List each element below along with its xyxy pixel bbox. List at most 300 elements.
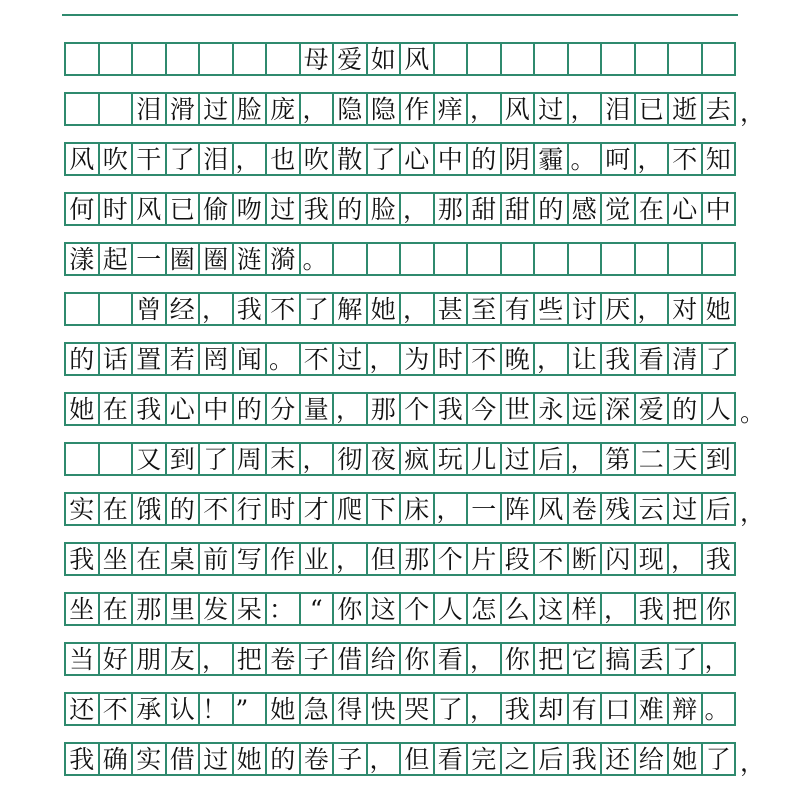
grid-cell: 在 [99, 594, 133, 624]
grid-cell: 卷 [568, 494, 602, 524]
grid-cell: 偷 [199, 194, 233, 224]
grid-cell [668, 44, 702, 74]
text-line [64, 592, 736, 626]
grid-cell: 若 [166, 344, 200, 374]
grid-cell: 不 [668, 144, 702, 174]
grid-cell: 末 [266, 444, 300, 474]
grid-cell: 彻 [333, 444, 367, 474]
grid-cell: 把 [233, 644, 267, 674]
grid-cell: 这 [534, 594, 568, 624]
grid-cell: 了 [166, 144, 200, 174]
grid-cell: 你 [333, 594, 367, 624]
grid-cell [99, 94, 133, 124]
grid-cell: 我 [65, 744, 99, 774]
grid-cell: 知 [702, 144, 736, 174]
grid-cell: 口 [601, 694, 635, 724]
grid-cell: 过 [333, 344, 367, 374]
grid-cell: ， [467, 94, 501, 124]
grid-cell: 到 [702, 444, 736, 474]
grid-cell: 看 [434, 744, 468, 774]
grid-cell: 的 [266, 744, 300, 774]
grid-cell: 桌 [166, 544, 200, 574]
grid-cell: 有 [501, 294, 535, 324]
grid-cell: 那 [434, 194, 468, 224]
grid-cell: 子 [333, 744, 367, 774]
grid-cell: 二 [635, 444, 669, 474]
grid-cell: 爬 [333, 494, 367, 524]
text-line [64, 292, 736, 326]
grid-cell: 我 [300, 194, 334, 224]
grid-cell [99, 44, 133, 74]
grid-cell: 后 [534, 744, 568, 774]
grid-cell: 你 [400, 644, 434, 674]
grid-cell: ， [300, 94, 334, 124]
grid-cell: 解 [333, 294, 367, 324]
grid-cell: 的 [467, 144, 501, 174]
grid-cell: 过 [199, 744, 233, 774]
grid-cell: 吻 [233, 194, 267, 224]
grid-cell [635, 244, 669, 274]
grid-cell: 今 [467, 394, 501, 424]
grid-cell [65, 294, 99, 324]
grid-cell: 里 [166, 594, 200, 624]
grid-cell: 坐 [65, 594, 99, 624]
grid-cell: 风 [534, 494, 568, 524]
grid-cell: ， [333, 394, 367, 424]
grid-cell: 云 [635, 494, 669, 524]
grid-cell: 漪 [266, 244, 300, 274]
grid-cell: 不 [199, 494, 233, 524]
grid-cell: 后 [534, 444, 568, 474]
grid-cell: 在 [635, 194, 669, 224]
grid-cell: 的 [534, 194, 568, 224]
grid-cell: 了 [702, 344, 736, 374]
grid-cell: 讨 [568, 294, 602, 324]
grid-cell: 认 [166, 694, 200, 724]
grid-cell: 饿 [132, 494, 166, 524]
grid-cell: 现 [635, 544, 669, 574]
grid-cell: ， [568, 444, 602, 474]
grid-cell: 也 [266, 144, 300, 174]
grid-cell [467, 244, 501, 274]
grid-cell: 下 [367, 494, 401, 524]
grid-cell: 我 [635, 594, 669, 624]
grid-cell: 她 [367, 294, 401, 324]
grid-cell: 中 [702, 194, 736, 224]
grid-cell: 散 [333, 144, 367, 174]
grid-cell [635, 44, 669, 74]
grid-cell: 呆 [233, 594, 267, 624]
grid-cell: 人 [434, 594, 468, 624]
grid-cell: 永 [534, 394, 568, 424]
grid-cell: 作 [400, 94, 434, 124]
grid-cell [568, 44, 602, 74]
grid-cell: 起 [99, 244, 133, 274]
grid-cell [99, 444, 133, 474]
grid-cell [65, 44, 99, 74]
grid-cell [434, 44, 468, 74]
grid-cell: 了 [300, 294, 334, 324]
grid-cell: 她 [65, 394, 99, 424]
text-line [64, 742, 736, 776]
grid-cell: 不 [266, 294, 300, 324]
grid-cell: 怎 [467, 594, 501, 624]
grid-cell [65, 444, 99, 474]
overflow-punctuation: 。 [740, 398, 766, 427]
grid-cell: 友 [166, 644, 200, 674]
grid-cell: 周 [233, 444, 267, 474]
grid-cell: 过 [199, 94, 233, 124]
text-line [64, 192, 736, 226]
grid-cell: 一 [132, 244, 166, 274]
grid-cell: ， [467, 694, 501, 724]
overflow-punctuation: ， [740, 98, 766, 127]
grid-cell: 罔 [199, 344, 233, 374]
grid-cell [434, 244, 468, 274]
grid-cell: 爱 [635, 394, 669, 424]
text-line [64, 542, 736, 576]
grid-cell: ， [668, 544, 702, 574]
grid-cell: 感 [568, 194, 602, 224]
grid-cell: 干 [132, 144, 166, 174]
grid-cell: 你 [501, 644, 535, 674]
grid-cell: 甜 [501, 194, 535, 224]
text-line [64, 392, 736, 426]
grid-cell: 了 [702, 744, 736, 774]
grid-cell: 发 [199, 594, 233, 624]
grid-cell: ， [233, 144, 267, 174]
grid-cell: 甜 [467, 194, 501, 224]
grid-cell: 中 [199, 394, 233, 424]
grid-cell: 我 [132, 394, 166, 424]
top-rule [62, 14, 738, 16]
grid-cell: 至 [467, 294, 501, 324]
grid-cell [132, 44, 166, 74]
grid-cell: 你 [702, 594, 736, 624]
grid-cell: 实 [65, 494, 99, 524]
grid-cell: 得 [333, 694, 367, 724]
grid-cell: 心 [400, 144, 434, 174]
grid-cell: 漾 [65, 244, 99, 274]
grid-cell: 她 [668, 744, 702, 774]
grid-cell: 过 [534, 94, 568, 124]
grid-cell: 把 [668, 594, 702, 624]
grid-cell: 在 [99, 394, 133, 424]
grid-cell: 看 [635, 344, 669, 374]
grid-cell: 吹 [300, 144, 334, 174]
grid-cell: 何 [65, 194, 99, 224]
grid-cell: 了 [434, 694, 468, 724]
grid-cell: 庞 [266, 94, 300, 124]
grid-cell [233, 44, 267, 74]
grid-cell: 吹 [99, 144, 133, 174]
grid-cell: 这 [367, 594, 401, 624]
grid-cell [601, 244, 635, 274]
grid-cell: 借 [333, 644, 367, 674]
grid-cell: 床 [400, 494, 434, 524]
grid-cell: 借 [166, 744, 200, 774]
grid-cell: ， [601, 594, 635, 624]
grid-cell: “ [300, 594, 334, 624]
grid-cell: ， [367, 744, 401, 774]
grid-cell: 的 [65, 344, 99, 374]
grid-cell: 一 [467, 494, 501, 524]
grid-cell: 儿 [467, 444, 501, 474]
grid-cell [501, 244, 535, 274]
grid-cell [199, 44, 233, 74]
grid-cell [601, 44, 635, 74]
grid-cell: ！ [199, 694, 233, 724]
grid-cell: 心 [668, 194, 702, 224]
grid-cell: 觉 [601, 194, 635, 224]
grid-cell: 。 [568, 144, 602, 174]
grid-cell: ， [400, 294, 434, 324]
grid-cell: 去 [702, 94, 736, 124]
grid-cell: 风 [400, 44, 434, 74]
grid-cell: 她 [233, 744, 267, 774]
title-row [64, 42, 736, 76]
grid-cell: 了 [668, 644, 702, 674]
grid-cell: 已 [166, 194, 200, 224]
grid-cell: 我 [702, 544, 736, 574]
grid-cell: ： [266, 594, 300, 624]
grid-cell: 个 [400, 394, 434, 424]
grid-cell: ， [568, 94, 602, 124]
grid-cell: ， [534, 344, 568, 374]
grid-cell: 甚 [434, 294, 468, 324]
grid-cell: 看 [434, 644, 468, 674]
grid-cell: 在 [99, 494, 133, 524]
grid-cell: 脸 [233, 94, 267, 124]
grid-cell: 对 [668, 294, 702, 324]
grid-cell: 不 [99, 694, 133, 724]
grid-cell: ， [434, 494, 468, 524]
grid-cell: 卷 [266, 644, 300, 674]
grid-cell: 霾 [534, 144, 568, 174]
grid-cell: 圈 [166, 244, 200, 274]
grid-cell: 逝 [668, 94, 702, 124]
grid-cell [99, 294, 133, 324]
grid-cell: 快 [367, 694, 401, 724]
grid-cell: 段 [501, 544, 535, 574]
grid-cell: 清 [668, 344, 702, 374]
grid-cell: ， [635, 294, 669, 324]
grid-cell: ， [635, 144, 669, 174]
grid-cell: 行 [233, 494, 267, 524]
grid-cell: 哭 [400, 694, 434, 724]
grid-cell: 好 [99, 644, 133, 674]
grid-cell [702, 244, 736, 274]
grid-cell [367, 244, 401, 274]
grid-cell: ， [199, 294, 233, 324]
grid-cell: 的 [166, 494, 200, 524]
grid-cell: 的 [233, 394, 267, 424]
grid-cell: 完 [467, 744, 501, 774]
grid-cell: 闪 [601, 544, 635, 574]
grid-cell: 我 [501, 694, 535, 724]
grid-cell: 片 [467, 544, 501, 574]
overflow-punctuation: ， [740, 748, 766, 777]
grid-cell: 承 [132, 694, 166, 724]
grid-cell: 断 [568, 544, 602, 574]
grid-cell: 我 [601, 344, 635, 374]
grid-cell: 朋 [132, 644, 166, 674]
grid-cell: 过 [668, 494, 702, 524]
grid-cell: 残 [601, 494, 635, 524]
grid-cell: 分 [266, 394, 300, 424]
grid-cell: 却 [534, 694, 568, 724]
text-line [64, 442, 736, 476]
grid-cell [467, 44, 501, 74]
grid-cell: 些 [534, 294, 568, 324]
grid-cell: 还 [65, 694, 99, 724]
grid-cell: 个 [434, 544, 468, 574]
grid-cell: 曾 [132, 294, 166, 324]
grid-cell: 急 [300, 694, 334, 724]
grid-cell: 给 [367, 644, 401, 674]
grid-cell: 当 [65, 644, 99, 674]
grid-cell: 作 [266, 544, 300, 574]
grid-cell: 了 [199, 444, 233, 474]
grid-cell: 之 [501, 744, 535, 774]
grid-cell: 后 [702, 494, 736, 524]
grid-cell: ， [199, 644, 233, 674]
grid-cell: 脸 [367, 194, 401, 224]
text-line [64, 92, 736, 126]
grid-cell: 不 [467, 344, 501, 374]
grid-cell: ， [300, 444, 334, 474]
grid-cell: 我 [434, 394, 468, 424]
grid-cell: 风 [132, 194, 166, 224]
grid-cell: 风 [65, 144, 99, 174]
grid-cell: 她 [702, 294, 736, 324]
text-line [64, 492, 736, 526]
grid-cell: 我 [65, 544, 99, 574]
grid-cell: 我 [233, 294, 267, 324]
grid-cell: 她 [266, 694, 300, 724]
grid-cell [568, 244, 602, 274]
grid-cell: 爱 [333, 44, 367, 74]
grid-cell: 世 [501, 394, 535, 424]
grid-cell: 实 [132, 744, 166, 774]
grid-cell: 那 [400, 544, 434, 574]
grid-cell: 天 [668, 444, 702, 474]
grid-cell: 子 [300, 644, 334, 674]
grid-cell: ， [467, 644, 501, 674]
grid-cell: 搞 [601, 644, 635, 674]
grid-cell: 给 [635, 744, 669, 774]
grid-cell: 深 [601, 394, 635, 424]
grid-cell: 它 [568, 644, 602, 674]
grid-cell: 个 [400, 594, 434, 624]
grid-cell: 在 [132, 544, 166, 574]
grid-cell [501, 44, 535, 74]
grid-cell: 丢 [635, 644, 669, 674]
grid-cell: 远 [568, 394, 602, 424]
text-line [64, 342, 736, 376]
grid-cell: 泪 [199, 144, 233, 174]
text-line [64, 642, 736, 676]
grid-cell: 业 [300, 544, 334, 574]
grid-cell: 厌 [601, 294, 635, 324]
grid-cell: 泪 [601, 94, 635, 124]
grid-cell: ， [400, 194, 434, 224]
grid-cell: 把 [534, 644, 568, 674]
grid-cell [702, 44, 736, 74]
grid-cell: 已 [635, 94, 669, 124]
grid-cell: 置 [132, 344, 166, 374]
grid-cell [668, 244, 702, 274]
grid-cell [400, 244, 434, 274]
grid-cell: 时 [266, 494, 300, 524]
grid-cell: 人 [702, 394, 736, 424]
grid-cell [333, 244, 367, 274]
grid-cell: 痒 [434, 94, 468, 124]
grid-cell: 量 [300, 394, 334, 424]
grid-cell: 。 [300, 244, 334, 274]
grid-cell [534, 44, 568, 74]
grid-cell: 但 [400, 744, 434, 774]
text-line [64, 692, 736, 726]
grid-cell: 话 [99, 344, 133, 374]
grid-cell: 的 [668, 394, 702, 424]
grid-cell [65, 94, 99, 124]
grid-cell [534, 244, 568, 274]
grid-cell: 到 [166, 444, 200, 474]
grid-cell: 难 [635, 694, 669, 724]
grid-cell [166, 44, 200, 74]
grid-cell: 卷 [300, 744, 334, 774]
grid-cell: 但 [367, 544, 401, 574]
grid-cell: 过 [266, 194, 300, 224]
grid-cell: 隐 [333, 94, 367, 124]
grid-cell: 涟 [233, 244, 267, 274]
grid-cell: 呵 [601, 144, 635, 174]
grid-cell: 阴 [501, 144, 535, 174]
grid-cell: 闻 [233, 344, 267, 374]
grid-cell: 夜 [367, 444, 401, 474]
text-line [64, 142, 736, 176]
grid-cell: 滑 [166, 94, 200, 124]
grid-cell: 过 [501, 444, 535, 474]
grid-cell: 。 [266, 344, 300, 374]
grid-cell: 隐 [367, 94, 401, 124]
grid-cell: 时 [434, 344, 468, 374]
grid-cell: 那 [132, 594, 166, 624]
text-line [64, 242, 736, 276]
grid-cell: 的 [333, 194, 367, 224]
grid-cell: 写 [233, 544, 267, 574]
grid-cell: 时 [99, 194, 133, 224]
grid-cell: 让 [568, 344, 602, 374]
grid-cell: 第 [601, 444, 635, 474]
grid-cell: 又 [132, 444, 166, 474]
grid-cell: 不 [534, 544, 568, 574]
grid-cell: 么 [501, 594, 535, 624]
grid-cell: ” [233, 694, 267, 724]
grid-cell: ， [367, 344, 401, 374]
grid-cell: 。 [702, 694, 736, 724]
grid-cell: 心 [166, 394, 200, 424]
grid-cell: 晚 [501, 344, 535, 374]
grid-cell: 风 [501, 94, 535, 124]
grid-cell: 圈 [199, 244, 233, 274]
grid-cell: 前 [199, 544, 233, 574]
grid-cell: 还 [601, 744, 635, 774]
grid-cell: ， [702, 644, 736, 674]
grid-cell: 泪 [132, 94, 166, 124]
grid-cell: 坐 [99, 544, 133, 574]
